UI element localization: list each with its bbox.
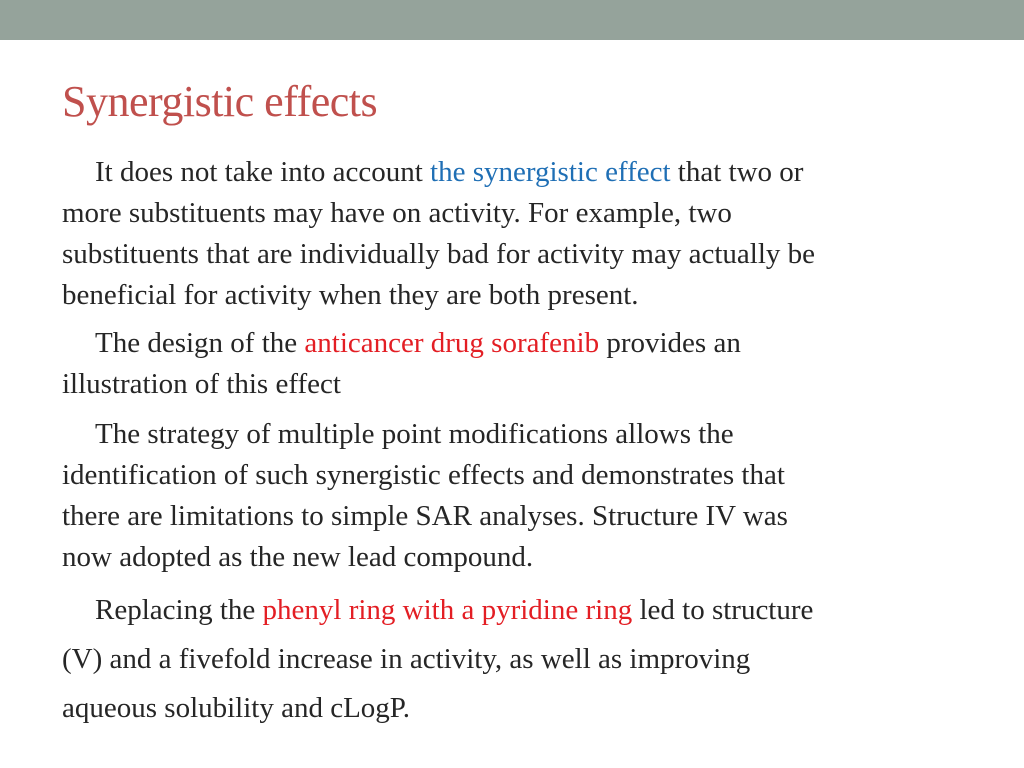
text-line: The strategy of multiple point modifications allows the [95,418,734,450]
text-line [62,152,962,193]
slide-title: Synergistic effects [62,77,378,126]
text-line: substituents that are individually bad for activity may actually be [62,238,815,270]
paragraph-multiple-point-modifications [62,414,962,578]
text-line: now adopted as the new lead compound. [62,541,534,573]
text-line [62,323,962,364]
text-run: provides an [599,327,741,359]
text-line: illustration of this effect [62,368,341,400]
text-line: beneficial for activity when they are both present. [62,279,639,311]
text-run: Replacing the [95,594,263,626]
text-line: aqueous solubility and cLogP. [62,692,410,724]
text-line [62,586,962,635]
text-run: that two or [670,156,804,188]
paragraph-sorafenib [62,323,962,405]
text-run: led to structure [632,594,814,626]
text-run: It does not take into account [95,156,431,188]
top-accent-bar [0,0,1024,40]
paragraph-synergistic-effect [62,152,962,316]
slide-body [62,152,962,733]
highlight-synergistic-effect: the synergistic effect [430,156,671,188]
highlight-sorafenib: anticancer drug sorafenib [304,327,600,359]
text-line: identification of such synergistic effects and demonstrates that [62,459,785,491]
highlight-pyridine-ring: phenyl ring with a pyridine ring [262,594,633,626]
paragraph-pyridine-ring [62,586,962,733]
text-line: more substituents may have on activity. For example, two [62,197,732,229]
text-line: (V) and a fivefold increase in activity, as well as improving [62,643,751,675]
text-line: there are limitations to simple SAR analyses. Structure IV was [62,500,788,532]
text-run: The design of the [95,327,305,359]
